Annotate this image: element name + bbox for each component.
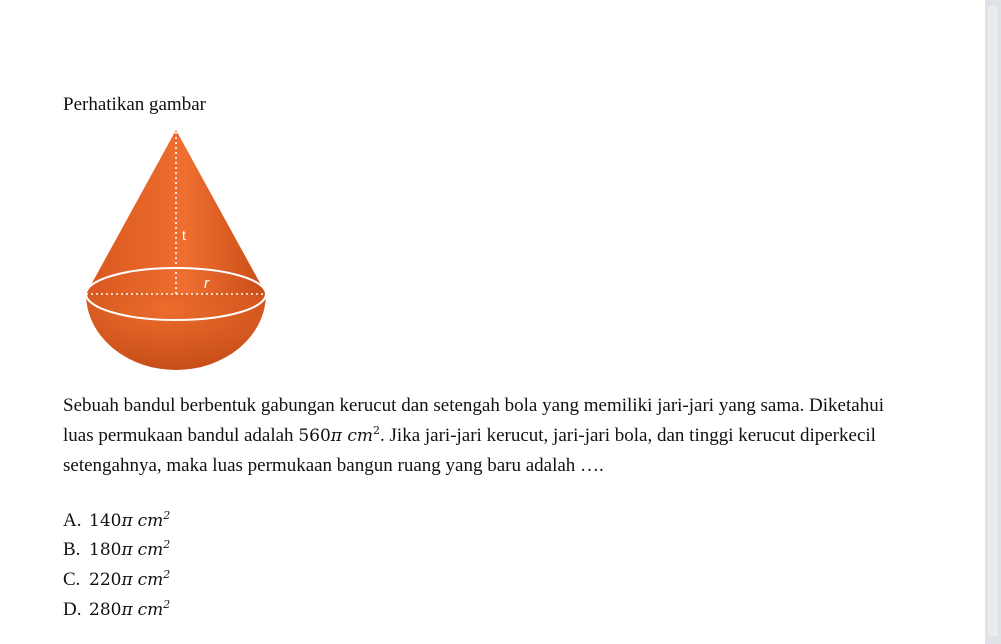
- area-exponent: 2: [373, 423, 381, 437]
- option-value: 280π: [89, 599, 133, 620]
- option-letter: C.: [63, 568, 81, 590]
- area-pi: π: [330, 425, 342, 446]
- vertical-scrollbar[interactable]: [985, 0, 1001, 644]
- area-math: [298, 423, 381, 446]
- option-a[interactable]: [63, 506, 463, 536]
- radius-label: r: [204, 275, 209, 292]
- answer-options: [63, 506, 463, 624]
- scrollbar-thumb[interactable]: [988, 6, 998, 636]
- option-d[interactable]: [63, 595, 463, 625]
- option-value: 140π: [89, 510, 133, 531]
- cone-hemisphere-diagram: [80, 118, 280, 378]
- pendulum-figure: [80, 118, 280, 378]
- option-unit: $cm^2$: [137, 567, 171, 590]
- option-letter: D.: [63, 598, 82, 620]
- option-unit: $cm^2$: [137, 597, 171, 620]
- option-value: 220π: [89, 569, 133, 590]
- area-value: 560: [298, 425, 331, 446]
- option-b[interactable]: [63, 536, 463, 566]
- option-letter: A.: [63, 509, 82, 531]
- option-letter: B.: [63, 539, 81, 561]
- height-label: t: [182, 227, 186, 243]
- option-value: 180π: [89, 540, 133, 561]
- option-unit: $cm^2$: [137, 508, 171, 531]
- question-part-2: . Jika jari-jari kerucut, jari-jari bola, dan tinggi kerucut diperkecil setengahnya, maka luas permukaan bangun ruang yang baru adalah ….: [63, 424, 876, 477]
- question-text: [63, 391, 893, 481]
- area-unit: cm: [347, 425, 374, 446]
- question-part-1: Sebuah bandul berbentuk gabungan kerucut dan setengah bola yang memiliki jari-jari yang sama. Diketahui luas permukaan bandul adalah: [63, 395, 884, 446]
- option-unit: $cm^2$: [137, 538, 171, 561]
- option-c[interactable]: [63, 565, 463, 595]
- instruction-heading: Perhatikan gambar: [63, 94, 206, 115]
- hemisphere-shape: [86, 294, 266, 370]
